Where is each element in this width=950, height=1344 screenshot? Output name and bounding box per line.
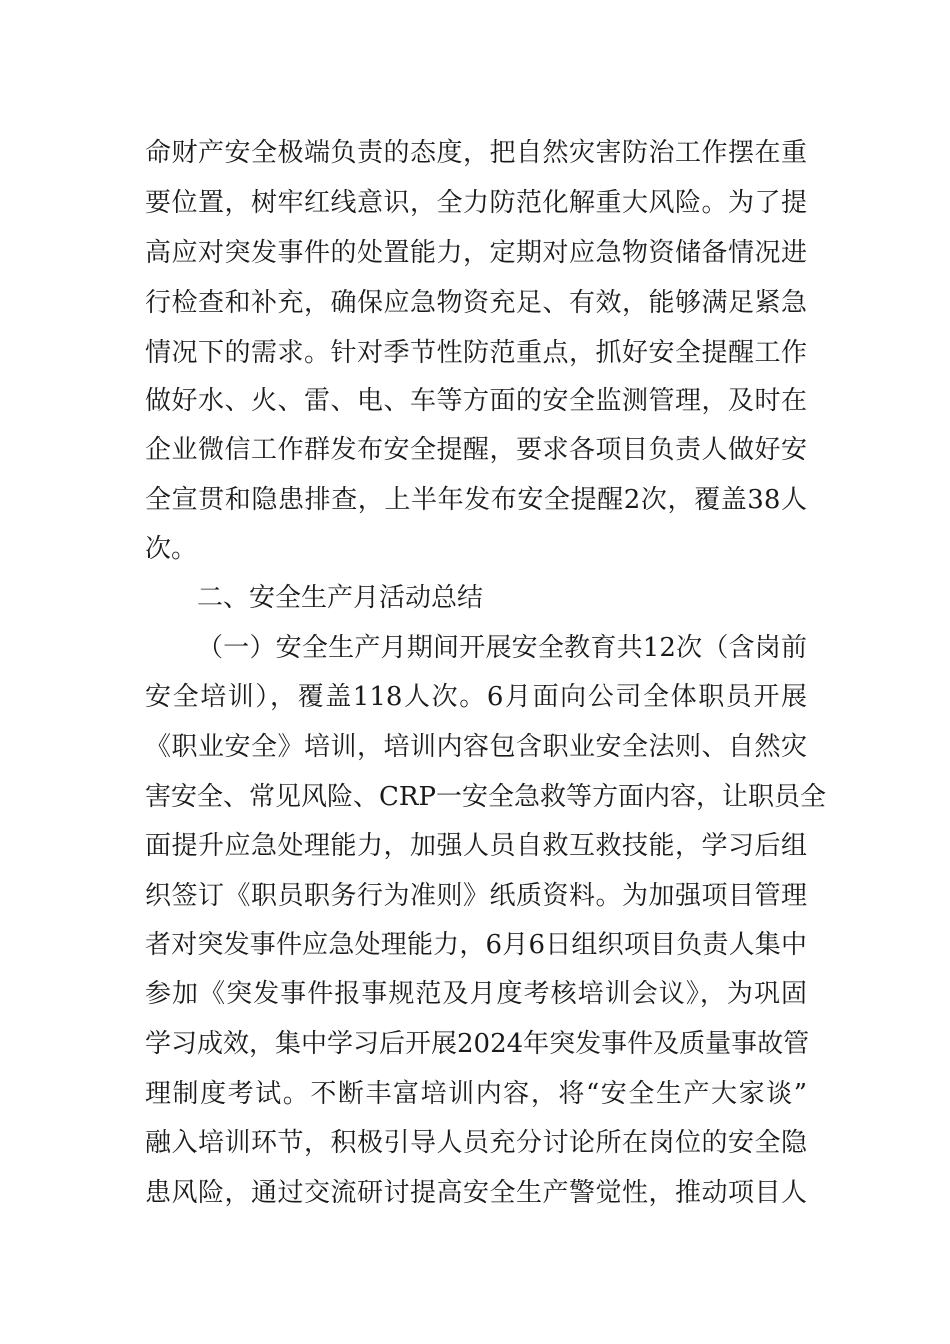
body-text-line: 高应对突发事件的处置能力，定期对应急物资储备情况进 <box>145 238 807 268</box>
section-heading: 二、安全生产月活动总结 <box>197 583 484 613</box>
body-text-line: 全宣贯和隐患排查，上半年发布安全提醒2次，覆盖38人 <box>145 485 807 515</box>
body-text-line: 企业微信工作群发布安全提醒，要求各项目负责人做好安 <box>145 435 807 465</box>
body-text-line: 患风险，通过交流研讨提高安全生产警觉性，推动项目人 <box>145 1178 807 1208</box>
body-text-line: 安全培训），覆盖118人次。6月面向公司全体职员开展 <box>145 682 807 712</box>
body-text-line: 学习成效，集中学习后开展2024年突发事件及质量事故管 <box>145 1029 810 1059</box>
body-text-line: 织签订《职员职务行为准则》纸质资料。为加强项目管理 <box>145 881 807 911</box>
body-text-line: 面提升应急处理能力，加强人员自救互救技能，学习后组 <box>145 831 807 861</box>
body-text-line: 次。 <box>145 534 198 564</box>
body-text-line: 害安全、常见风险、CRP一安全急救等方面内容，让职员全 <box>145 782 826 812</box>
body-text-line: 情况下的需求。针对季节性防范重点，抓好安全提醒工作 <box>145 338 807 368</box>
body-text-line: 《职业安全》培训，培训内容包含职业安全法则、自然灾 <box>145 732 807 762</box>
body-text-line: 要位置，树牢红线意识，全力防范化解重大风险。为了提 <box>145 188 807 218</box>
body-text-line: 命财产安全极端负责的态度，把自然灾害防治工作摆在重 <box>145 138 807 168</box>
body-text-line: 理制度考试。不断丰富培训内容，将“安全生产大家谈” <box>145 1079 807 1109</box>
body-text-line: 融入培训环节，积极引导人员充分讨论所在岗位的安全隐 <box>145 1128 807 1158</box>
body-text-line: 做好水、火、雷、电、车等方面的安全监测管理，及时在 <box>145 386 807 416</box>
body-text-line: 者对突发事件应急处理能力，6月6日组织项目负责人集中 <box>145 930 807 960</box>
subsection-heading-line: （一）安全生产月期间开展安全教育共12次（含岗前 <box>197 633 807 663</box>
body-text-line: 行检查和补充，确保应急物资充足、有效，能够满足紧急 <box>145 288 807 318</box>
body-text-line: 参加《突发事件报事规范及月度考核培训会议》，为巩固 <box>145 979 807 1009</box>
